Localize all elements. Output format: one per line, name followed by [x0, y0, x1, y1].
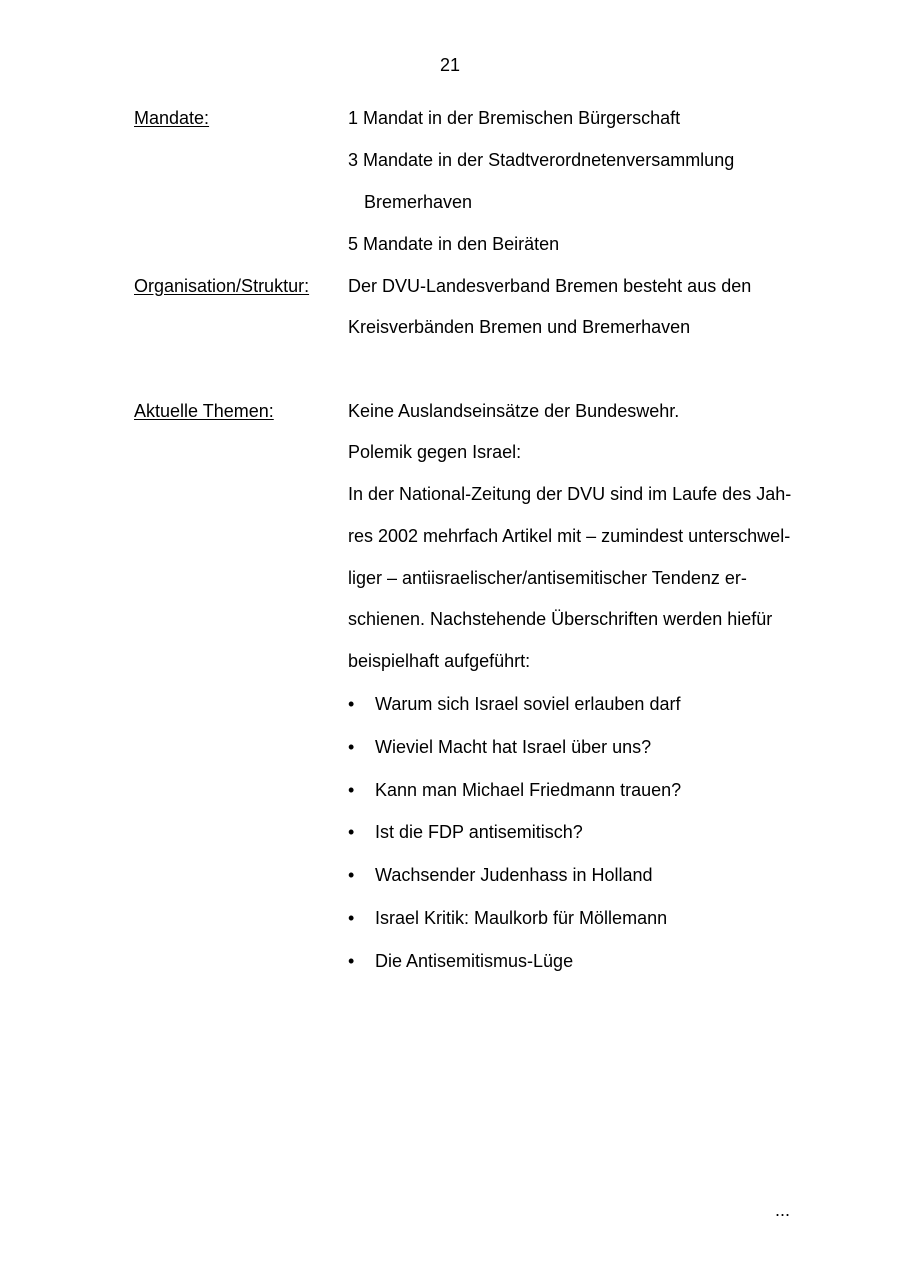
bullet-icon: • [348, 951, 355, 971]
themen-line-7: beispielhaft aufgeführt: [348, 651, 531, 671]
list-item-text: Wachsender Judenhass in Holland [375, 865, 653, 885]
bullet-icon: • [348, 865, 355, 885]
list-item-text: Wieviel Macht hat Israel über uns? [375, 737, 652, 757]
themen-line-4: res 2002 mehrfach Artikel mit – zumindest unterschwel- [348, 526, 791, 546]
page-number: 21 [439, 55, 461, 75]
themen-line-2: Polemik gegen Israel: [348, 442, 522, 462]
organisation-label: Organisation/Struktur: [134, 276, 310, 296]
bullet-icon: • [348, 694, 355, 714]
bullet-icon: • [348, 908, 355, 928]
themen-line-1: Keine Auslandseinsätze der Bundeswehr. [348, 401, 680, 421]
bullet-icon: • [348, 822, 355, 842]
continuation-mark: ... [775, 1200, 791, 1220]
mandate-line-1: 1 Mandat in der Bremischen Bürgerschaft [348, 108, 681, 128]
bullet-icon: • [348, 737, 355, 757]
list-item-text: Israel Kritik: Maulkorb für Möllemann [375, 908, 668, 928]
list-item-text: Warum sich Israel soviel erlauben darf [375, 694, 681, 714]
mandate-label: Mandate: [134, 108, 210, 128]
mandate-line-3: Bremerhaven [364, 192, 473, 212]
mandate-line-4: 5 Mandate in den Beiräten [348, 234, 560, 254]
mandate-line-2: 3 Mandate in der Stadtverordnetenversammlung [348, 150, 735, 170]
themen-line-3: In der National-Zeitung der DVU sind im Laufe des Jah- [348, 484, 792, 504]
organisation-line-2: Kreisverbänden Bremen und Bremerhaven [348, 317, 691, 337]
bullet-icon: • [348, 780, 355, 800]
themen-line-6: schienen. Nachstehende Überschriften werden hiefür [348, 609, 773, 629]
list-item-text: Die Antisemitismus-Lüge [375, 951, 574, 971]
list-item-text: Ist die FDP antisemitisch? [375, 822, 583, 842]
list-item-text: Kann man Michael Friedmann trauen? [375, 780, 682, 800]
organisation-line-1: Der DVU-Landesverband Bremen besteht aus den [348, 276, 752, 296]
themen-line-5: liger – antiisraelischer/antisemitischer Tendenz er- [348, 568, 747, 588]
themen-label: Aktuelle Themen: [134, 401, 274, 421]
